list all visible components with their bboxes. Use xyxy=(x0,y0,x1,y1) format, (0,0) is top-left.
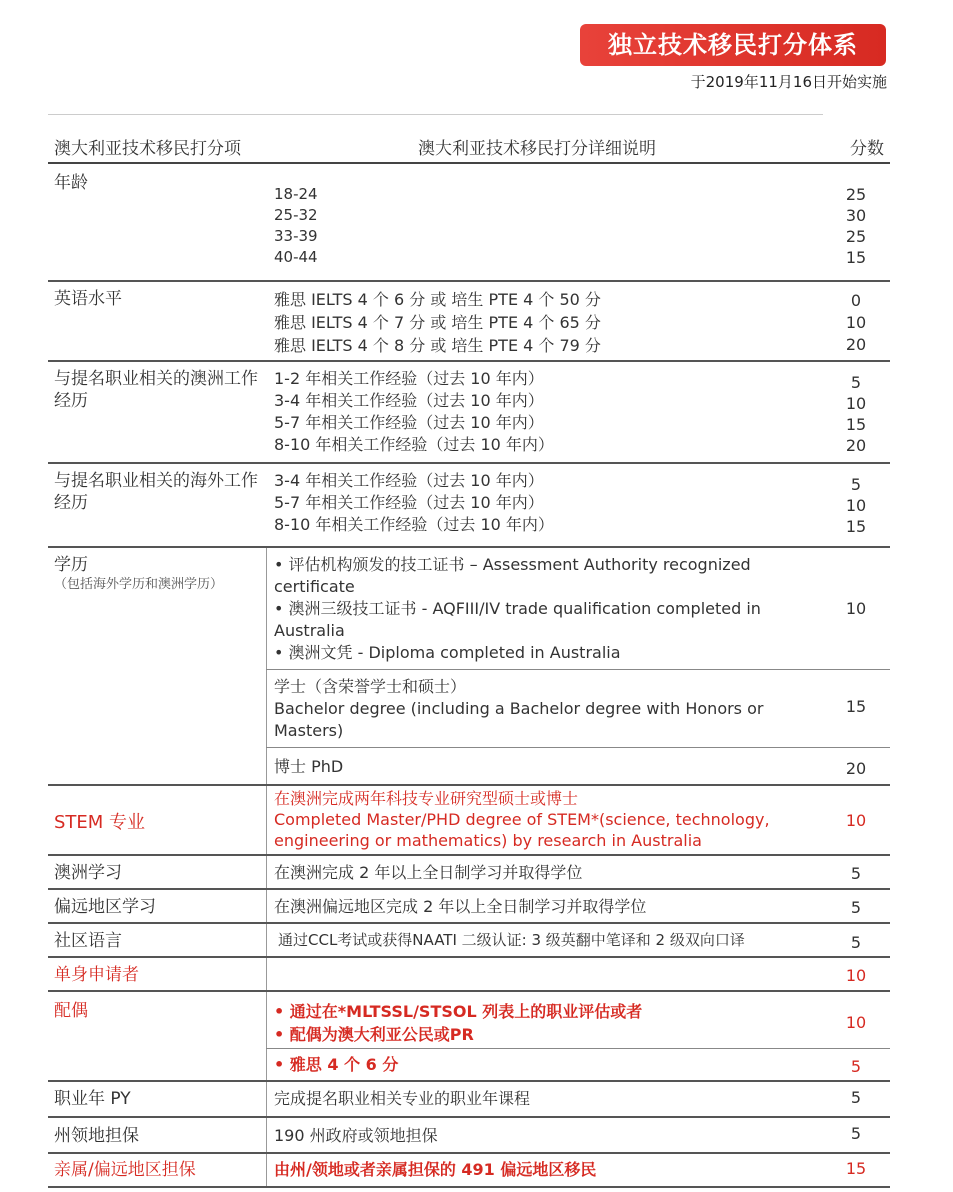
table-header xyxy=(48,128,890,164)
divider xyxy=(266,548,267,784)
row-description: 3-4 年相关工作经验（过去 10 年内） 5-7 年相关工作经验（过去 10 年内） 8-10 年相关工作经验（过去 10 年内） xyxy=(274,471,554,534)
row-label: 澳洲学习 xyxy=(54,863,122,883)
title-banner: 独立技术移民打分体系 xyxy=(580,24,886,66)
row-score: 10 xyxy=(845,811,867,830)
row-description: 由州/领地或者亲属担保的 491 偏远地区移民 xyxy=(274,1160,597,1179)
divider xyxy=(266,1082,267,1116)
row-label: 单身申请者 xyxy=(54,965,139,985)
row-label xyxy=(54,554,223,594)
row-age xyxy=(48,164,890,282)
row-label: 州领地担保 xyxy=(54,1126,139,1146)
divider xyxy=(266,1154,267,1186)
row-score: 5 xyxy=(850,1088,862,1107)
row-description: 博士 PhD xyxy=(274,757,344,776)
row-score: 5 xyxy=(850,864,862,883)
divider xyxy=(266,992,267,1080)
row-education xyxy=(48,548,890,786)
row-label: 配偶 xyxy=(54,1001,88,1021)
row-community-language xyxy=(48,924,890,958)
row-single xyxy=(48,958,890,992)
row-partner xyxy=(48,992,890,1082)
row-score: 10 xyxy=(845,966,867,985)
row-description: 18-24 25-32 33-39 40-44 xyxy=(274,185,318,266)
row-score: 5 10 15 xyxy=(845,475,867,536)
header-description: 澳大利亚技术移民打分详细说明 xyxy=(418,139,656,159)
row-description: 雅思 IELTS 4 个 6 分 或 培生 PTE 4 个 50 分 雅思 IELTS 4 个 7 分 或 培生 PTE 4 个 65 分 雅思 IELTS 4 个 8 分 或 培生 PTE 4 个 79 分 xyxy=(274,290,601,355)
row-label: 英语水平 xyxy=(54,289,122,309)
row-description: 在澳洲完成 2 年以上全日制学习并取得学位 xyxy=(274,863,583,882)
header-score: 分数 xyxy=(850,139,884,159)
row-stem xyxy=(48,786,890,856)
row-score: 5 xyxy=(850,933,862,952)
row-score: 20 xyxy=(845,759,867,778)
effective-date: 于2019年11月16日开始实施 xyxy=(690,73,887,91)
row-description: 通过CCL考试或获得NAATI 二级认证: 3 级英翻中笔译和 2 级双向口译 xyxy=(278,931,745,949)
row-australian-study xyxy=(48,856,890,890)
row-score: 15 xyxy=(845,1159,867,1178)
row-state-nomination xyxy=(48,1118,890,1154)
row-label: STEM 专业 xyxy=(54,812,146,833)
row-family-regional xyxy=(48,1154,890,1188)
row-overseas-work xyxy=(48,464,890,548)
row-description: • 通过在*MLTSSL/STSOL 列表上的职业评估或者 • 配偶为澳大利亚公民或PR xyxy=(274,1002,643,1044)
row-label: 社区语言 xyxy=(54,931,122,951)
divider xyxy=(266,1048,890,1049)
row-label-text: 学历 xyxy=(54,555,88,575)
divider xyxy=(266,958,267,990)
row-description: • 雅思 4 个 6 分 xyxy=(274,1055,399,1074)
row-score: 15 xyxy=(845,697,867,716)
divider xyxy=(266,747,890,748)
row-score: 5 10 15 20 xyxy=(845,373,867,455)
divider xyxy=(266,786,267,854)
row-label: 偏远地区学习 xyxy=(54,897,156,917)
row-description: 190 州政府或领地担保 xyxy=(274,1126,438,1145)
row-description: 学士（含荣誉学士和硕士） Bachelor degree (including a Bachelor degree with Honors or Masters) xyxy=(274,677,764,740)
divider xyxy=(266,856,267,888)
row-sublabel: （包括海外学历和澳洲学历） xyxy=(54,577,224,592)
divider xyxy=(266,924,267,956)
row-professional-year xyxy=(48,1082,890,1118)
row-description: 完成提名职业相关专业的职业年课程 xyxy=(274,1089,531,1108)
row-label: 职业年 PY xyxy=(54,1089,131,1109)
row-label: 年龄 xyxy=(54,173,88,193)
row-score: 10 xyxy=(845,599,867,618)
row-score: 5 xyxy=(850,1124,862,1143)
row-australian-work xyxy=(48,362,890,464)
row-score: 10 xyxy=(845,1013,867,1032)
divider xyxy=(48,114,823,115)
header-item: 澳大利亚技术移民打分项 xyxy=(54,139,241,159)
row-score: 25 30 25 15 xyxy=(845,185,867,267)
divider xyxy=(266,890,267,922)
divider xyxy=(266,669,890,670)
row-score: 5 xyxy=(850,898,862,917)
row-score: 0 10 20 xyxy=(845,291,867,354)
row-description: 1-2 年相关工作经验（过去 10 年内） 3-4 年相关工作经验（过去 10 年内） 5-7 年相关工作经验（过去 10 年内） 8-10 年相关工作经验（过去 10 年内） xyxy=(274,369,554,454)
row-description: 在澳洲完成两年科技专业研究型硕士或博士 Completed Master/PHD degree of STEM*(science, technology, engineering or mathematics) by research in Australia xyxy=(274,789,770,850)
row-english xyxy=(48,282,890,362)
divider xyxy=(266,1118,267,1152)
row-description: 在澳洲偏远地区完成 2 年以上全日制学习并取得学位 xyxy=(274,897,647,916)
row-regional-study xyxy=(48,890,890,924)
row-score: 5 xyxy=(850,1057,862,1076)
row-label: 与提名职业相关的海外工作经历 xyxy=(54,471,258,513)
row-label: 亲属/偏远地区担保 xyxy=(54,1160,196,1180)
row-description: • 评估机构颁发的技工证书 – Assessment Authority recognized certificate • 澳洲三级技工证书 - AQFIII/IV trade qualification completed in Australia • 澳洲文凭 - Diploma completed in Australia xyxy=(274,555,761,662)
row-label: 与提名职业相关的澳洲工作经历 xyxy=(54,369,258,411)
